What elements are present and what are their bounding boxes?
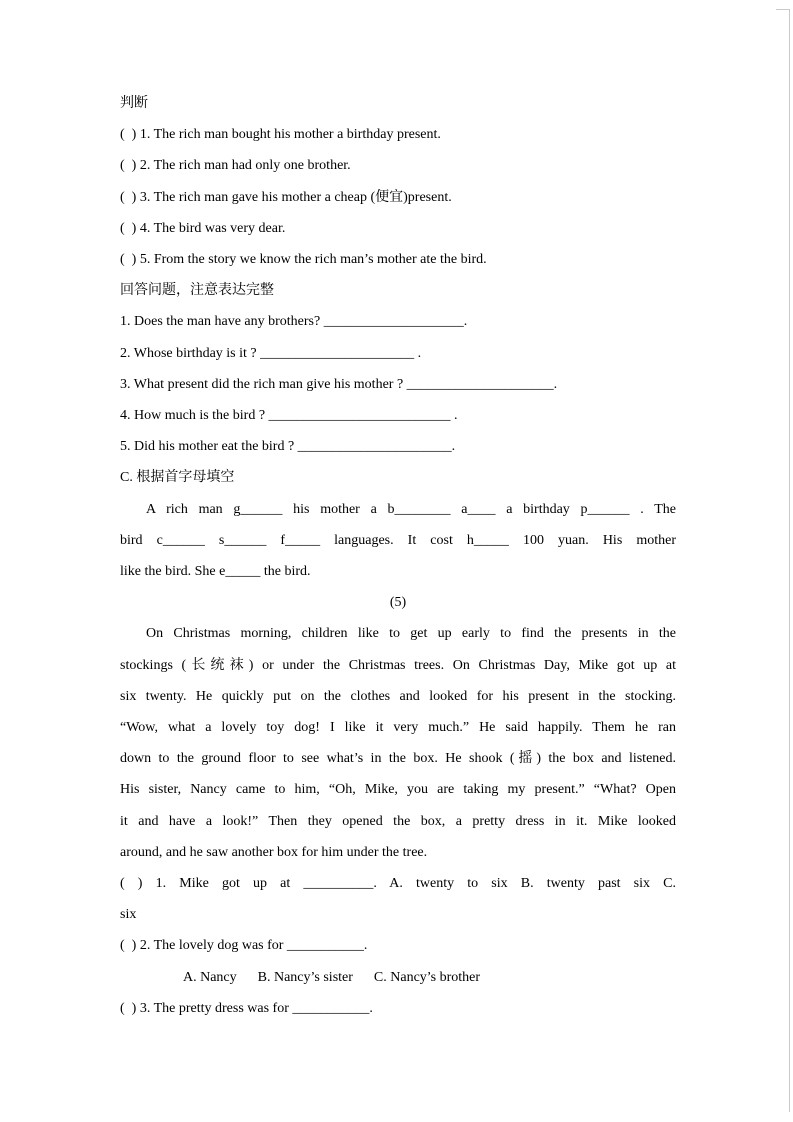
passage-line-3: six twenty. He quickly put on the clothes and looked for his present in the stocking.: [120, 688, 676, 704]
answer-item-4: 4. How much is the bird ? __________________________ .: [120, 408, 458, 424]
scan-artifact-right-edge: [789, 10, 790, 1112]
passage-line-6: His sister, Nancy came to him, “Oh, Mike, you are taking my present.” “What? Open: [120, 782, 676, 798]
mc-question-2-options: A. Nancy B. Nancy’s sister C. Nancy’s brother: [183, 969, 481, 985]
passage-number: (5): [389, 595, 407, 611]
answer-item-5: 5. Did his mother eat the bird ? ______________________.: [120, 439, 456, 455]
mc-question-3: ( ) 3. The pretty dress was for ___________.: [120, 1000, 373, 1016]
passage-line-4: “Wow, what a lovely toy dog! I like it very much.” He said happily. Them he ran: [120, 720, 676, 736]
scan-artifact-top-right: [776, 9, 790, 10]
mc-question-2: ( ) 2. The lovely dog was for ___________.: [120, 938, 368, 954]
answer-item-1: 1. Does the man have any brothers? ____________________.: [120, 314, 468, 330]
fill-line-3: like the bird. She e_____ the bird.: [120, 564, 311, 580]
judgment-item-5: ( ) 5. From the story we know the rich man’s mother ate the bird.: [120, 252, 487, 268]
fill-section-heading: C. 根据首字母填空: [120, 470, 235, 486]
judgment-item-4: ( ) 4. The bird was very dear.: [120, 220, 286, 236]
passage-line-7: it and have a look!” Then they opened the box, a pretty dress in it. Mike looked: [120, 813, 676, 829]
judgment-item-2: ( ) 2. The rich man had only one brother.: [120, 158, 351, 174]
fill-line-1: A rich man g______ his mother a b________ a____ a birthday p______ . The: [146, 501, 676, 517]
judgment-item-1: ( ) 1. The rich man bought his mother a birthday present.: [120, 127, 441, 143]
answer-section-heading: 回答问题，注意表达完整: [120, 283, 274, 299]
judgment-heading: 判断: [120, 96, 148, 111]
mc-question-1-line-2: six: [120, 907, 137, 923]
worksheet-body: [120, 88, 676, 1024]
passage-line-1: On Christmas morning, children like to get up early to find the presents in the: [146, 626, 676, 642]
passage-line-2: stockings (长统袜) or under the Christmas trees. On Christmas Day, Mike got up at: [120, 657, 676, 673]
fill-line-2: bird c______ s______ f_____ languages. It cost h_____ 100 yuan. His mother: [120, 532, 676, 548]
mc-question-1-line-1: ( ) 1. Mike got up at __________. A. twenty to six B. twenty past six C.: [120, 876, 676, 892]
answer-item-3: 3. What present did the rich man give his mother ? _____________________.: [120, 376, 558, 392]
passage-line-8: around, and he saw another box for him under the tree.: [120, 844, 428, 860]
passage-line-5: down to the ground floor to see what’s in the box. He shook (摇) the box and listened.: [120, 751, 676, 767]
judgment-item-3: ( ) 3. The rich man gave his mother a cheap (便宜)present.: [120, 189, 452, 205]
answer-item-2: 2. Whose birthday is it ? ______________________ .: [120, 345, 422, 361]
